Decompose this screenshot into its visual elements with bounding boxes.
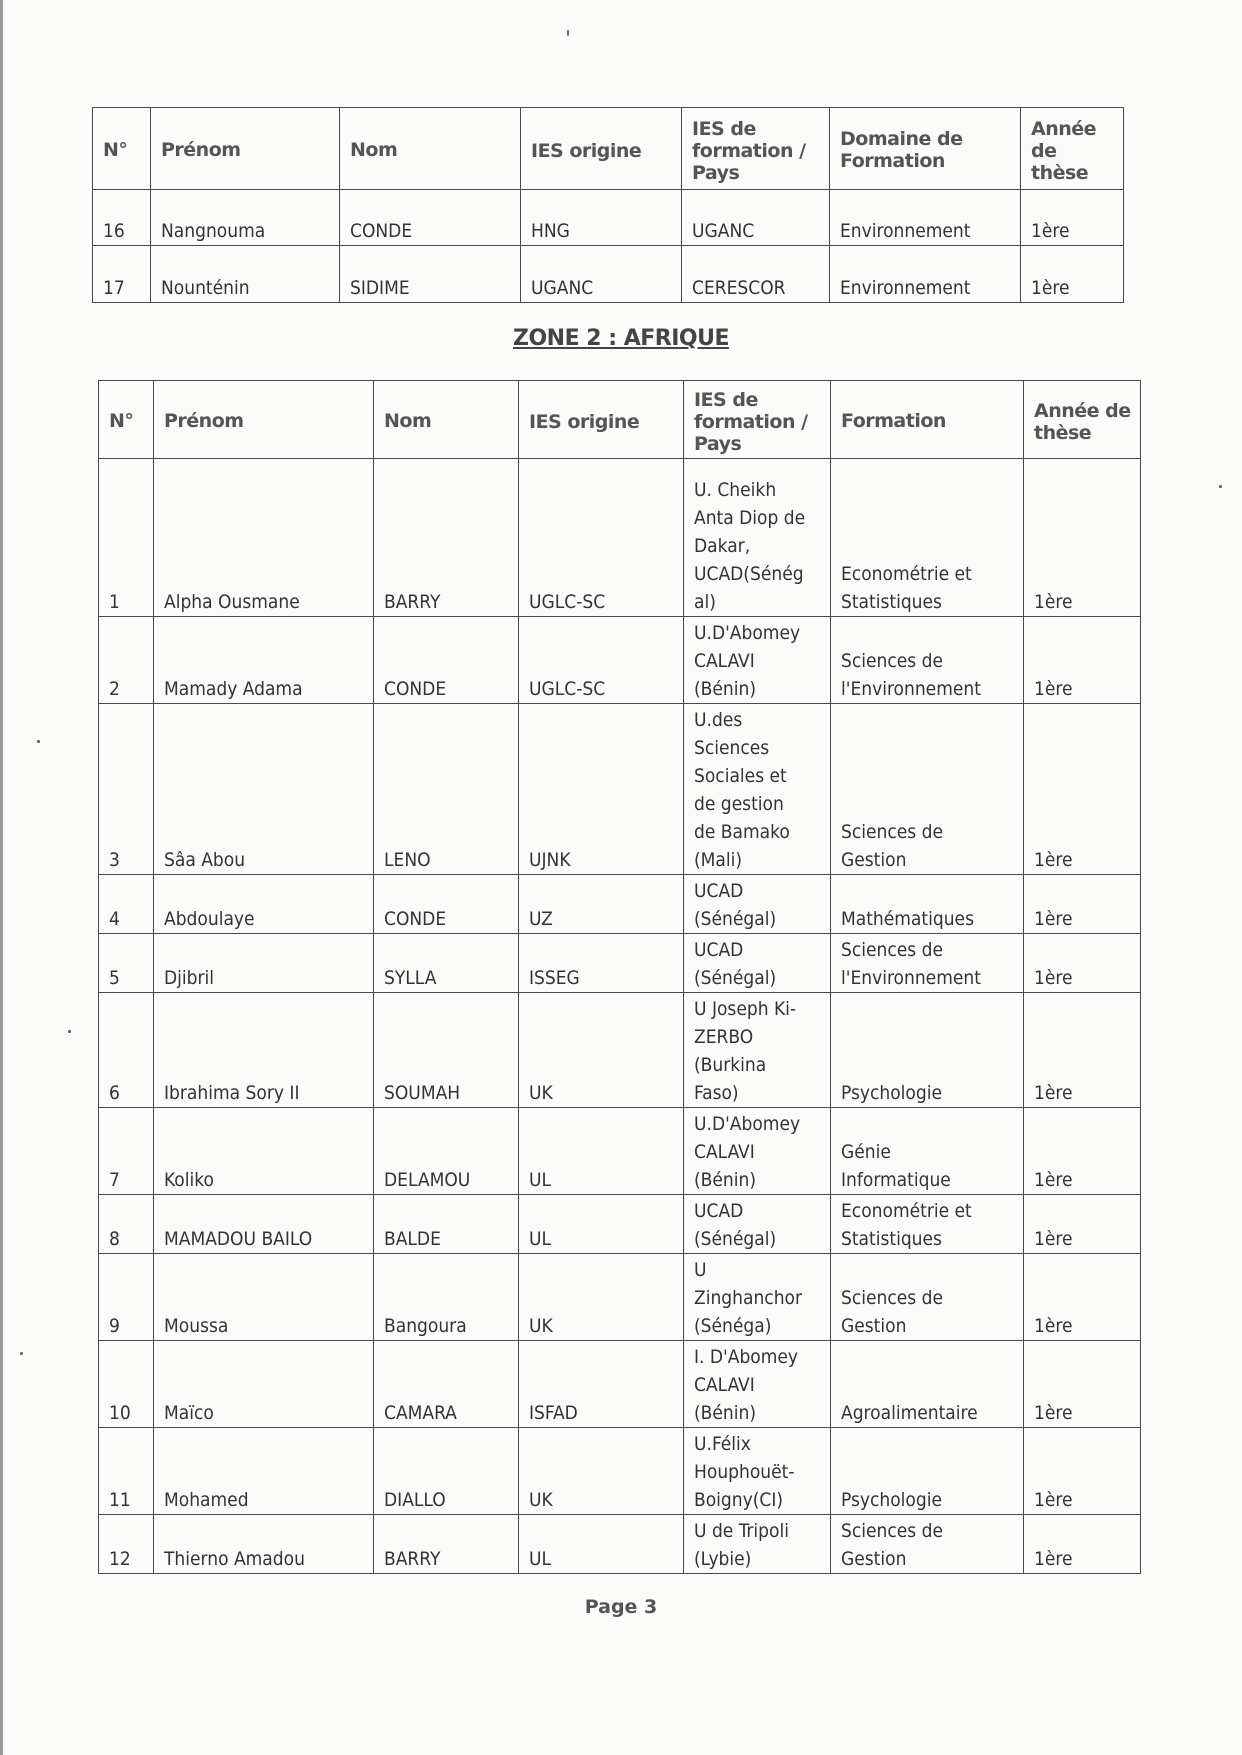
table-row: [99, 1195, 1141, 1254]
cell-prenom: Thierno Amadou: [154, 1515, 374, 1574]
cell-annee: 1ère: [1021, 246, 1124, 303]
header-row: [99, 381, 1141, 459]
cell-formation: Sciences de l'Environnement: [831, 934, 1024, 993]
cell-annee: 1ère: [1024, 1515, 1141, 1574]
cell-ies-formation: U Zinghanchor (Sénéga): [684, 1254, 831, 1341]
cell-nom: DELAMOU: [374, 1108, 519, 1195]
cell-formation: Sciences de l'Environnement: [831, 617, 1024, 704]
scan-mark: [68, 1030, 71, 1033]
cell-ies-origine: UL: [519, 1195, 684, 1254]
header-prenom: Prénom: [154, 381, 374, 459]
cell-formation: Econométrie et Statistiques: [831, 459, 1024, 617]
cell-ies-origine: UGLC-SC: [519, 459, 684, 617]
cell-formation: Environnement: [830, 190, 1021, 246]
header-nom: Nom: [374, 381, 519, 459]
header-domaine: Domaine de Formation: [830, 108, 1021, 190]
cell-annee: 1ère: [1024, 875, 1141, 934]
cell-formation: Psychologie: [831, 1428, 1024, 1515]
cell-prenom: Djibril: [154, 934, 374, 993]
header-ies-formation: IES de formation / Pays: [684, 381, 831, 459]
scan-mark: [20, 1352, 23, 1355]
header-annee: Année de thèse: [1021, 108, 1124, 190]
cell-annee: 1ère: [1024, 1108, 1141, 1195]
table-row: [99, 704, 1141, 875]
cell-prenom: Alpha Ousmane: [154, 459, 374, 617]
cell-num: 11: [99, 1428, 154, 1515]
cell-ies-origine: UK: [519, 993, 684, 1108]
table-row: [99, 1341, 1141, 1428]
cell-num: 7: [99, 1108, 154, 1195]
cell-ies-origine: UL: [519, 1108, 684, 1195]
cell-num: 12: [99, 1515, 154, 1574]
cell-ies-origine: UJNK: [519, 704, 684, 875]
cell-ies-formation: U.des Sciences Sociales et de gestion de Bamako (Mali): [684, 704, 831, 875]
cell-ies-origine: HNG: [521, 190, 682, 246]
cell-ies-origine: UZ: [519, 875, 684, 934]
cell-formation: Mathématiques: [831, 875, 1024, 934]
cell-prenom: Sâa Abou: [154, 704, 374, 875]
cell-nom: CONDE: [340, 190, 521, 246]
cell-nom: LENO: [374, 704, 519, 875]
header-num: N°: [99, 381, 154, 459]
cell-nom: DIALLO: [374, 1428, 519, 1515]
cell-formation: Génie Informatique: [831, 1108, 1024, 1195]
cell-nom: Bangoura: [374, 1254, 519, 1341]
cell-num: 5: [99, 934, 154, 993]
table-row: [99, 459, 1141, 617]
cell-num: 9: [99, 1254, 154, 1341]
scan-mark: [1219, 485, 1222, 488]
cell-nom: CONDE: [374, 617, 519, 704]
cell-prenom: Nangnouma: [151, 190, 340, 246]
cell-prenom: Ibrahima Sory II: [154, 993, 374, 1108]
afrique-table: [98, 380, 1141, 1574]
cell-ies-origine: UGLC-SC: [519, 617, 684, 704]
cell-formation: Sciences de Gestion: [831, 1254, 1024, 1341]
cell-annee: 1ère: [1024, 1341, 1141, 1428]
cell-nom: SYLLA: [374, 934, 519, 993]
header-nom: Nom: [340, 108, 521, 190]
cell-num: 8: [99, 1195, 154, 1254]
header-prenom: Prénom: [151, 108, 340, 190]
cell-ies-formation: UGANC: [682, 190, 830, 246]
cell-annee: 1ère: [1024, 459, 1141, 617]
cell-ies-origine: ISSEG: [519, 934, 684, 993]
cell-num: 2: [99, 617, 154, 704]
cell-num: 4: [99, 875, 154, 934]
cell-annee: 1ère: [1024, 934, 1141, 993]
cell-annee: 1ère: [1024, 704, 1141, 875]
cell-nom: CONDE: [374, 875, 519, 934]
cell-annee: 1ère: [1024, 1195, 1141, 1254]
header-row: [93, 108, 1124, 190]
table-row: [99, 1254, 1141, 1341]
header-num: N°: [93, 108, 151, 190]
header-annee: Année de thèse: [1024, 381, 1141, 459]
table-row: [99, 1515, 1141, 1574]
cell-prenom: Nounténin: [151, 246, 340, 303]
scan-mark: [567, 30, 569, 36]
cell-prenom: Mamady Adama: [154, 617, 374, 704]
table-row: [99, 875, 1141, 934]
table-row: [99, 993, 1141, 1108]
cell-annee: 1ère: [1024, 617, 1141, 704]
cell-ies-formation: U Joseph Ki- ZERBO (Burkina Faso): [684, 993, 831, 1108]
cell-annee: 1ère: [1021, 190, 1124, 246]
cell-ies-formation: U.D'Abomey CALAVI (Bénin): [684, 617, 831, 704]
cell-ies-formation: U de Tripoli (Lybie): [684, 1515, 831, 1574]
cell-num: 3: [99, 704, 154, 875]
scan-edge: [0, 0, 3, 1755]
scan-mark: [37, 740, 40, 743]
header-ies-formation: IES de formation / Pays: [682, 108, 830, 190]
cell-ies-formation: UCAD (Sénégal): [684, 1195, 831, 1254]
header-ies-origine: IES origine: [521, 108, 682, 190]
cell-num: 10: [99, 1341, 154, 1428]
cell-annee: 1ère: [1024, 1428, 1141, 1515]
zone-title: ZONE 2 : AFRIQUE: [513, 326, 729, 351]
cell-prenom: Mohamed: [154, 1428, 374, 1515]
cell-num: 17: [93, 246, 151, 303]
cell-formation: Agroalimentaire: [831, 1341, 1024, 1428]
cell-formation: Sciences de Gestion: [831, 704, 1024, 875]
cell-ies-origine: UK: [519, 1254, 684, 1341]
cell-prenom: Moussa: [154, 1254, 374, 1341]
cell-ies-formation: UCAD (Sénégal): [684, 934, 831, 993]
cell-num: 6: [99, 993, 154, 1108]
continuation-table: [92, 107, 1124, 303]
cell-formation: Environnement: [830, 246, 1021, 303]
table-row: [99, 1108, 1141, 1195]
cell-ies-origine: UK: [519, 1428, 684, 1515]
table-row: [99, 1428, 1141, 1515]
cell-annee: 1ère: [1024, 1254, 1141, 1341]
cell-prenom: Maïco: [154, 1341, 374, 1428]
cell-ies-formation: U.D'Abomey CALAVI (Bénin): [684, 1108, 831, 1195]
cell-nom: BARRY: [374, 1515, 519, 1574]
table-row: [99, 934, 1141, 993]
cell-ies-formation: UCAD (Sénégal): [684, 875, 831, 934]
page-number: Page 3: [584, 1596, 658, 1618]
cell-nom: BARRY: [374, 459, 519, 617]
cell-ies-formation: U. Cheikh Anta Diop de Dakar, UCAD(Sénég al): [684, 459, 831, 617]
cell-ies-formation: U.Félix Houphouët- Boigny(CI): [684, 1428, 831, 1515]
cell-formation: Psychologie: [831, 993, 1024, 1108]
cell-prenom: Koliko: [154, 1108, 374, 1195]
cell-nom: SIDIME: [340, 246, 521, 303]
header-ies-origine: IES origine: [519, 381, 684, 459]
cell-nom: BALDE: [374, 1195, 519, 1254]
cell-formation: Sciences de Gestion: [831, 1515, 1024, 1574]
table-row: [99, 617, 1141, 704]
table-row: [93, 190, 1124, 246]
cell-prenom: Abdoulaye: [154, 875, 374, 934]
cell-formation: Econométrie et Statistiques: [831, 1195, 1024, 1254]
cell-nom: CAMARA: [374, 1341, 519, 1428]
cell-ies-formation: I. D'Abomey CALAVI (Bénin): [684, 1341, 831, 1428]
cell-ies-origine: UGANC: [521, 246, 682, 303]
cell-annee: 1ère: [1024, 993, 1141, 1108]
cell-num: 16: [93, 190, 151, 246]
cell-prenom: MAMADOU BAILO: [154, 1195, 374, 1254]
cell-num: 1: [99, 459, 154, 617]
cell-nom: SOUMAH: [374, 993, 519, 1108]
cell-ies-origine: UL: [519, 1515, 684, 1574]
table-row: [93, 246, 1124, 303]
cell-ies-origine: ISFAD: [519, 1341, 684, 1428]
header-formation: Formation: [831, 381, 1024, 459]
cell-ies-formation: CERESCOR: [682, 246, 830, 303]
